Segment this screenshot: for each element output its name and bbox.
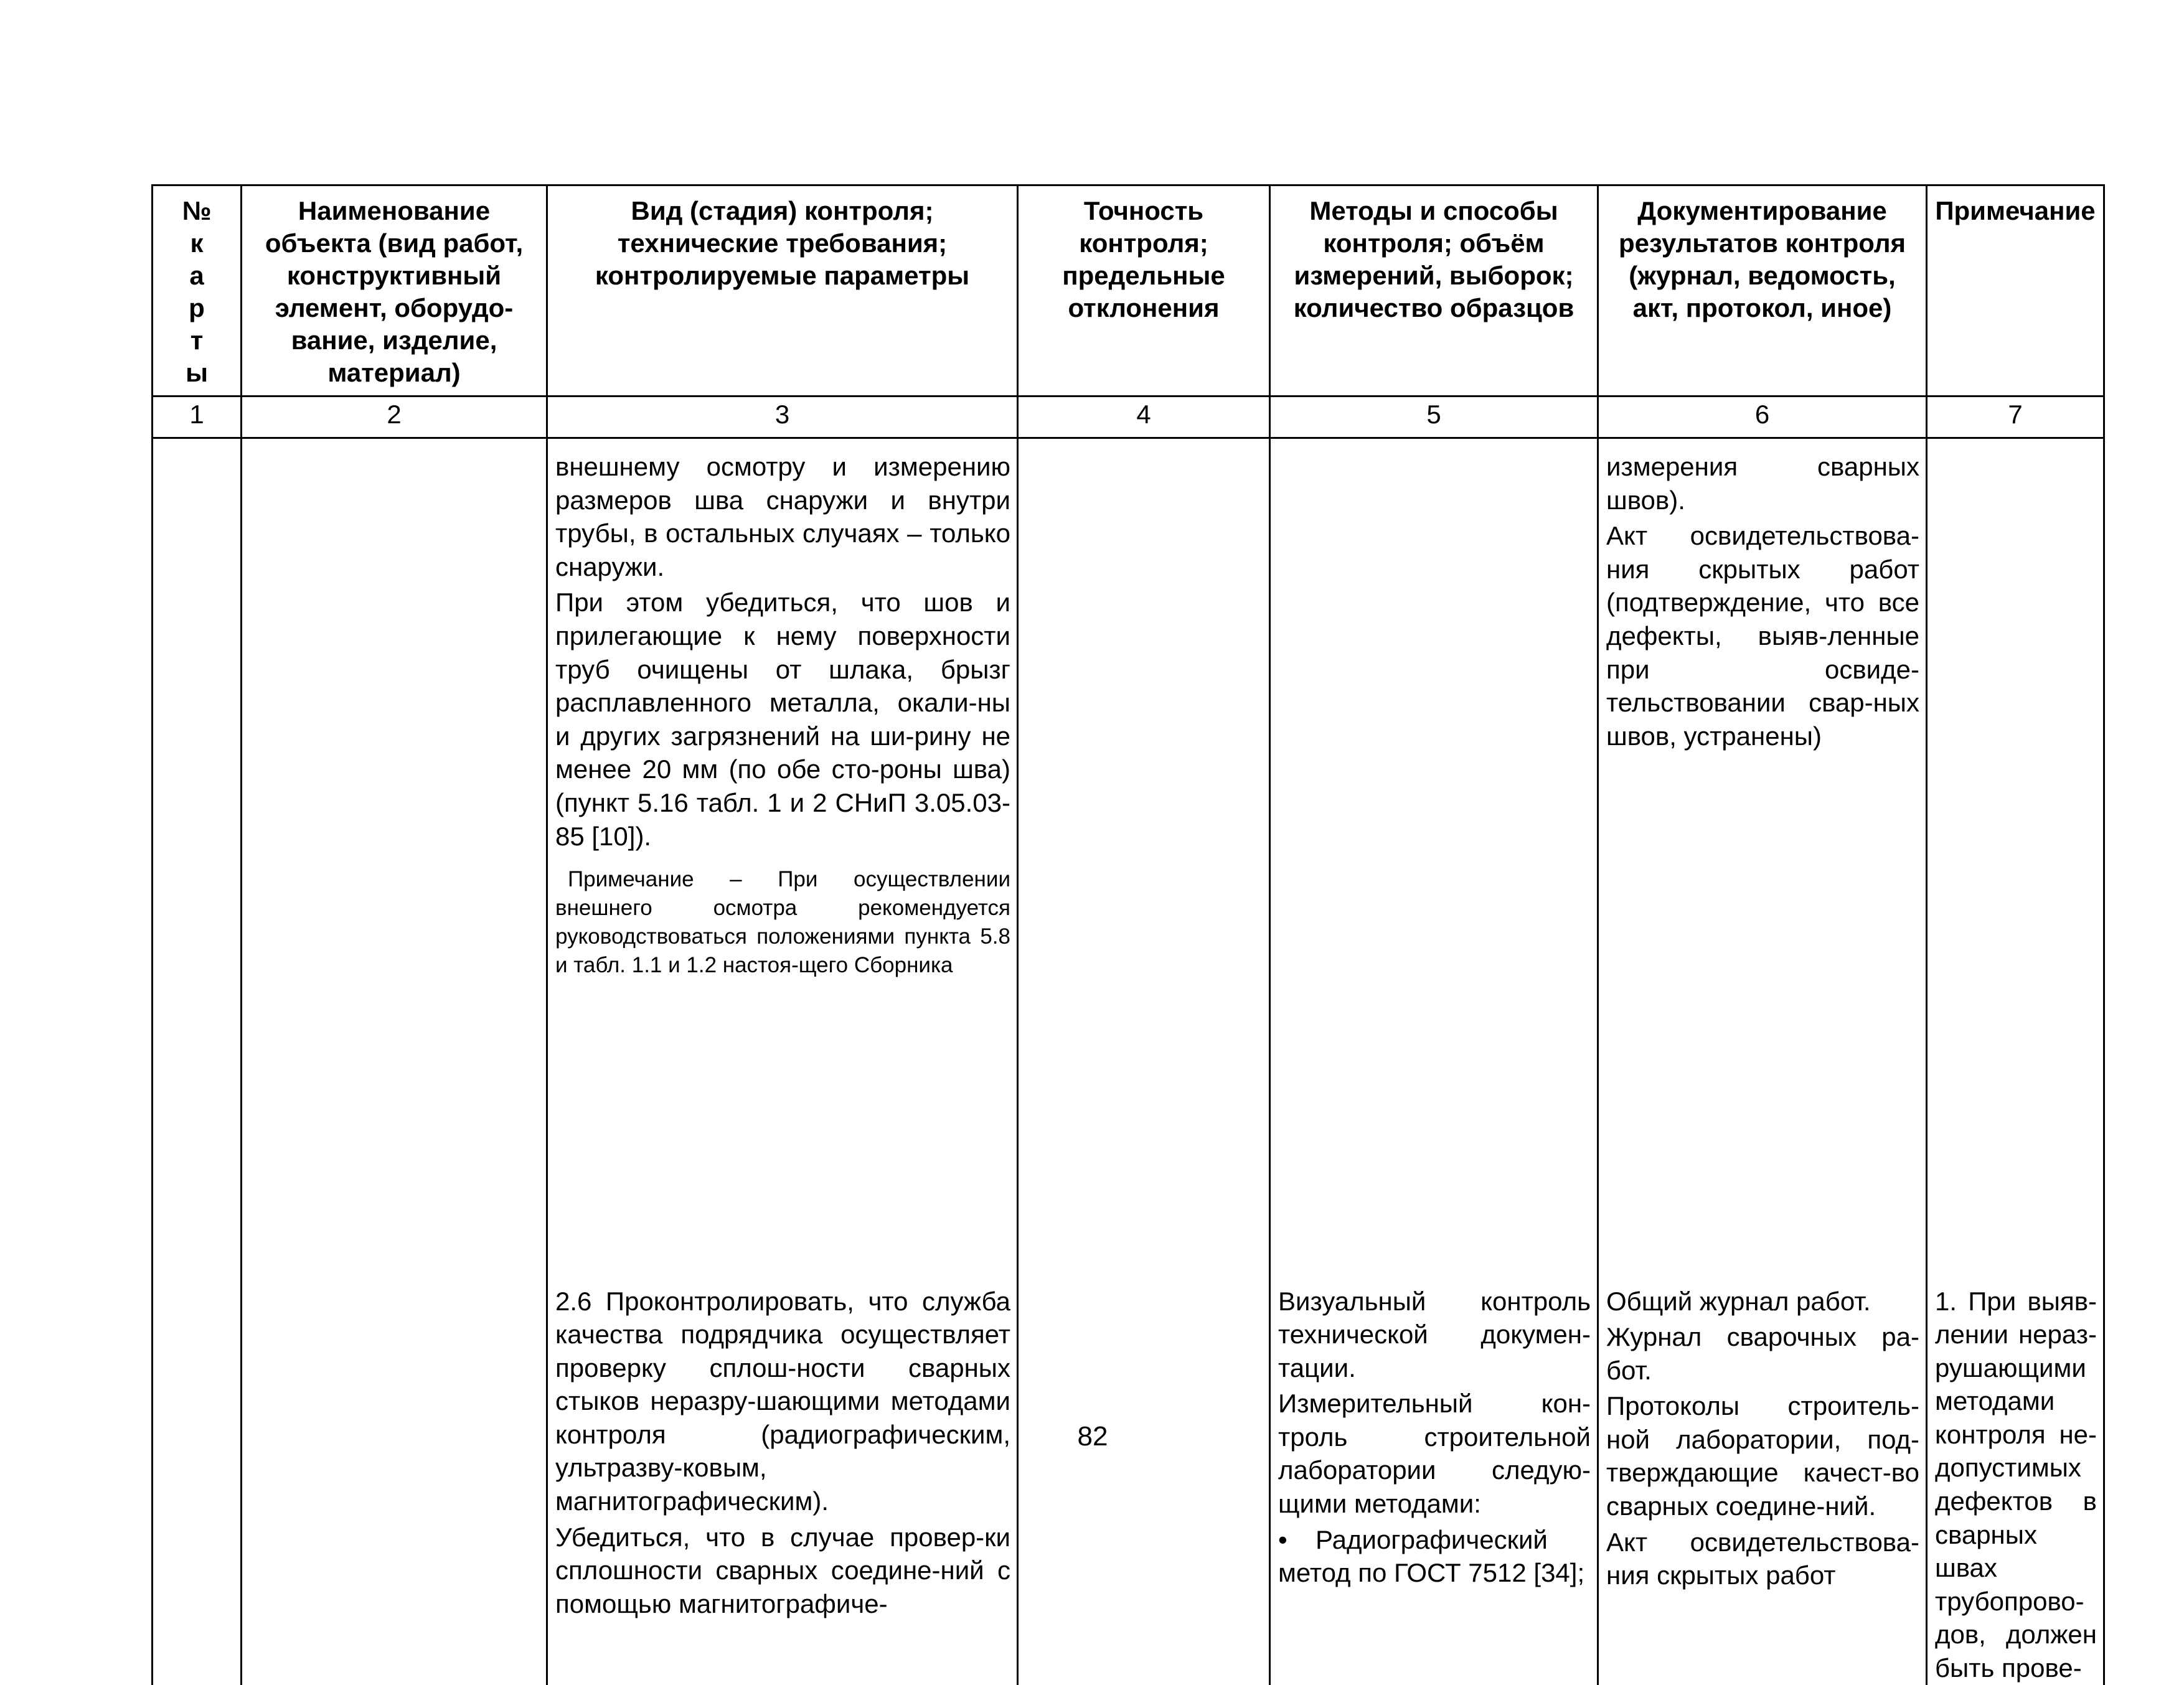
cell-control-requirements xyxy=(547,438,1018,1279)
header-object-name: Наименование объекта (вид работ, конструктивный элемент, оборудо-вание, изделие, материал) xyxy=(242,185,547,397)
table-row xyxy=(153,438,2104,1279)
documentation-text: измерения сварных швов). xyxy=(1606,452,1919,515)
requirement-text: внешнему осмотру и измерению размеров шва снаружи и внутри трубы, в остальных случаях – только снаружи. xyxy=(555,452,1010,581)
header-card-number: № к а р т ы xyxy=(153,185,242,397)
column-number: 5 xyxy=(1270,397,1598,438)
cell-card-number xyxy=(153,438,242,1279)
cell-documentation xyxy=(1598,438,1927,1279)
cell-object-name xyxy=(242,1279,547,1685)
method-text: Измерительный кон-троль строительной лаборатории следую-щими методами: xyxy=(1278,1389,1591,1519)
header-documentation: Документирование результатов контроля (журнал, ведомость, акт, протокол, иное) xyxy=(1598,185,1927,397)
requirement-text: 2.6 Проконтролировать, что служба качества подрядчика осуществляет проверку сплош-ности сварных стыков неразру-шающими методами контроля (радиографическим, ультразву-ковым, магнитографическим). xyxy=(555,1286,1010,1516)
header-note: Примечание xyxy=(1927,185,2104,397)
requirement-text: Убедиться, что в случае провер-ки сплошности сварных соедине-ний с помощью магнитографиче- xyxy=(555,1522,1010,1618)
header-methods: Методы и способы контроля; объём измерений, выборок; количество образцов xyxy=(1270,185,1598,397)
column-number: 3 xyxy=(547,397,1018,438)
method-bullet-item: • Радиографический метод по ГОСТ 7512 [34]; xyxy=(1278,1523,1591,1590)
header-accuracy: Точность контроля; предельные отклонения xyxy=(1018,185,1270,397)
header-control-type: Вид (стадия) контроля; технические требования; контролируемые параметры xyxy=(547,185,1018,397)
documentation-text: Протоколы строитель-ной лаборатории, под-тверждающие качест-во сварных соедине-ний. xyxy=(1606,1391,1919,1521)
control-card-table xyxy=(151,184,2103,1685)
cell-note xyxy=(1927,1279,2104,1685)
cell-documentation xyxy=(1598,1279,1927,1685)
column-number: 7 xyxy=(1927,397,2104,438)
column-number: 1 xyxy=(153,397,242,438)
documentation-text: Общий журнал работ. xyxy=(1606,1286,1871,1316)
column-number: 2 xyxy=(242,397,547,438)
cell-methods xyxy=(1270,1279,1598,1685)
cell-accuracy xyxy=(1018,1279,1270,1685)
column-number-row xyxy=(153,397,2104,438)
column-number: 4 xyxy=(1018,397,1270,438)
cell-methods xyxy=(1270,438,1598,1279)
method-text: Визуальный контроль технической докумен-тации. xyxy=(1278,1286,1591,1382)
requirement-note: Примечание – При осуществлении внешнего осмотра рекомендуется руководствоваться положениями пункта 5.8 и табл. 1.1 и 1.2 настоя-щего Сборника xyxy=(555,867,1010,978)
cell-accuracy xyxy=(1018,438,1270,1279)
page-number: 82 xyxy=(1077,1421,1108,1452)
cell-note xyxy=(1927,438,2104,1279)
cell-card-number xyxy=(153,1279,242,1685)
cell-control-requirements xyxy=(547,1279,1018,1685)
table-row xyxy=(153,1279,2104,1685)
documentation-text: Акт освидетельствова-ния скрытых работ (подтверждение, что все дефекты, выяв-ленные при освиде-тельствовании свар-ных швов, устранены) xyxy=(1606,521,1919,751)
inspection-table xyxy=(151,184,2105,1685)
bullet-icon: • xyxy=(1278,1524,1287,1554)
documentation-text: Акт освидетельствова-ния скрытых работ xyxy=(1606,1527,1919,1590)
column-number: 6 xyxy=(1598,397,1927,438)
note-text: 1. При выяв-лении нераз-рушающими методами контроля не-допустимых дефектов в сварных швах трубопрово-дов, должен быть прове- xyxy=(1935,1286,2097,1683)
cell-object-name xyxy=(242,438,547,1279)
header-row xyxy=(153,185,2104,397)
documentation-text: Журнал сварочных ра-бот. xyxy=(1606,1322,1919,1385)
requirement-text: При этом убедиться, что шов и прилегающие к нему поверхности труб очищены от шлака, брызг расплавленного металла, окали-ны и других загрязнений на ши-рину не менее 20 мм (по обе сто-роны шва) (пункт 5.16 табл. 1 и 2 СНиП 3.05.03-85 [10]). xyxy=(555,588,1010,851)
